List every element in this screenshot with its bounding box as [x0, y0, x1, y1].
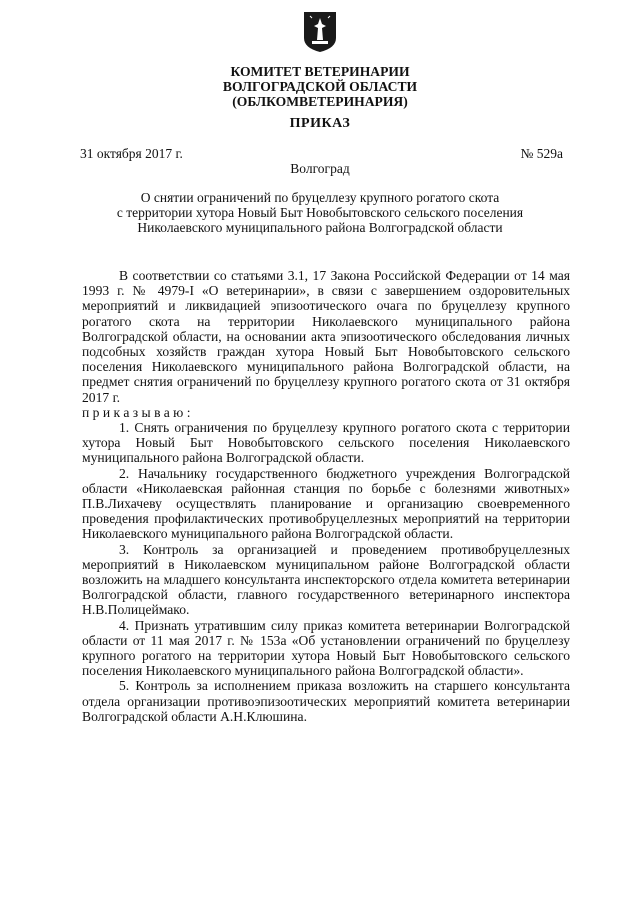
order-word-paragraph — [82, 405, 570, 420]
preamble-paragraph: В соответствии со статьями 3.1, 17 Закона Российской Федерации от 14 мая 1993 г. № 4979-I «О ветеринарии», в связи с завершением оздоровительных мероприятий и ликвидацией эпизоотического очага по бруцеллезу крупного рогатого скота на территории Николаевского муниципального района Волгоградской области, на основании акта эпизоотического обследования личных подсобных хозяйств граждан хутора Новый Быт Новобытовского сельского поселения Николаевского муниципального района Волгоградской области, на предмет снятия ограничений по бруцеллезу крупного рогатого скота от 31 октября 2017 г. — [82, 268, 570, 405]
order-item-4: 4. Признать утратившим силу приказ комитета ветеринарии Волгоградской области от 11 мая 2017 г. № 153а «Об установлении ограничений по бруцеллезу крупного рогатого на территории хутора Новый Быт Новобытовского сельского поселения Николаевского муниципального района Волгоградской области». — [82, 617, 570, 679]
document-subject — [60, 191, 580, 235]
organization-header — [0, 64, 640, 109]
org-name-line-3: (ОБЛКОМВЕТЕРИНАРИЯ) — [232, 94, 408, 109]
order-item-5: 5. Контроль за исполнением приказа возложить на старшего консультанта отдела организации противоэпизоотических мероприятий комитета ветеринарии Волгоградской области А.Н.Клюшина. — [82, 678, 570, 724]
org-name-line-1: КОМИТЕТ ВЕТЕРИНАРИИ — [230, 64, 410, 79]
subject-line-2: с территории хутора Новый Быт Новобытовского сельского поселения — [116, 204, 524, 220]
document-city: Волгоград — [290, 161, 350, 176]
order-item-1: 1. Снять ограничения по бруцеллезу крупного рогатого скота с территории хутора Новый Быт Новобытовского сельского поселения Николаевского муниципального района Волгоградской области. — [82, 420, 570, 466]
document-number: № 529а — [520, 146, 563, 161]
document-type: ПРИКАЗ — [289, 116, 351, 131]
document-date: 31 октября 2017 г. — [80, 146, 183, 161]
org-name-line-2: ВОЛГОГРАДСКОЙ ОБЛАСТИ — [222, 79, 418, 94]
subject-line-1: О снятии ограничений по бруцеллезу крупного рогатого скота — [140, 190, 500, 205]
coat-of-arms-icon — [302, 10, 338, 54]
document-body — [82, 268, 570, 724]
order-item-2: 2. Начальнику государственного бюджетного учреждения Волгоградской области «Николаевская районная станция по борьбе с болезнями животных» П.В.Лихачеву осуществлять планирование и организацию своевременного проведения профилактических противобруцеллезных мероприятий на территории Николаевского муниципального района Волгоградской области. — [82, 465, 570, 542]
subject-line-3: Николаевского муниципального района Волгоградской области — [137, 219, 503, 235]
order-word: приказываю: — [82, 404, 194, 420]
order-item-3: 3. Контроль за организацией и проведением противобруцеллезных мероприятий в Николаевском муниципальном районе Волгоградской области возложить на младшего консультанта инспекторского отдела комитета ветеринарии Волгоградской области, главного государственного ветеринарного инспектора Н.В.Полицеймако. — [82, 541, 570, 618]
